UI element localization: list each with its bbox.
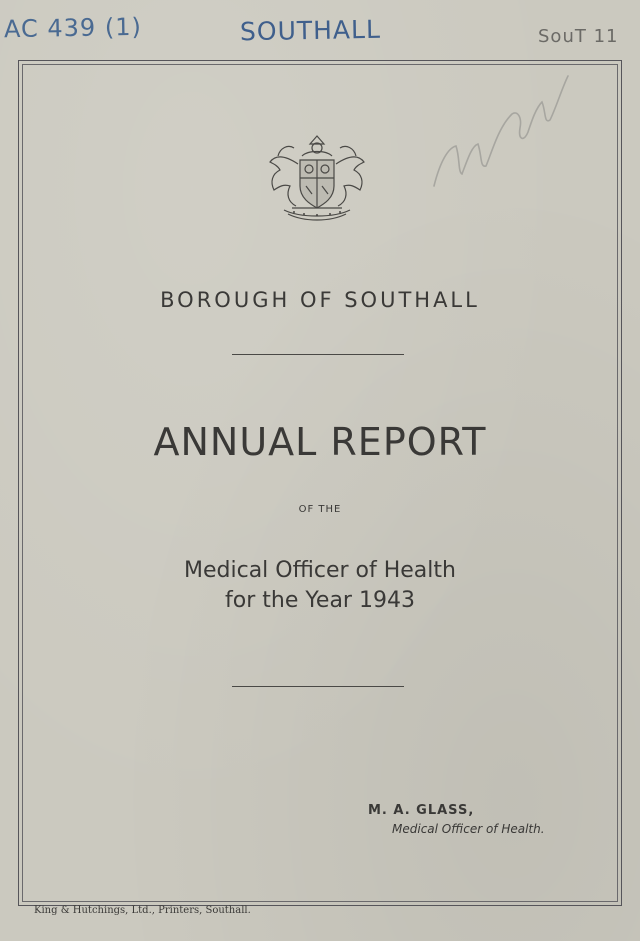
handwritten-reference: AC 439 (1)	[3, 12, 143, 44]
author-name: M. A. GLASS,	[368, 803, 475, 818]
author-title: Medical Officer of Health.	[392, 822, 545, 836]
of-the-text: OF THE	[298, 504, 342, 515]
handwritten-place: SOUTHALL	[239, 14, 382, 47]
coat-of-arms-icon	[264, 134, 370, 222]
subtitle-line-1: Medical Officer of Health	[184, 558, 456, 583]
report-subtitle	[0, 556, 640, 616]
divider-rule	[232, 354, 404, 355]
report-title: ANNUAL REPORT	[153, 420, 487, 464]
divider-rule	[232, 686, 404, 687]
subtitle-line-2: for the Year 1943	[225, 588, 415, 613]
borough-heading: BOROUGH OF SOUTHALL	[160, 288, 480, 312]
handwritten-code: SouT 11	[538, 26, 619, 47]
printer-imprint: King & Hutchings, Ltd., Printers, Southall.	[34, 905, 251, 916]
